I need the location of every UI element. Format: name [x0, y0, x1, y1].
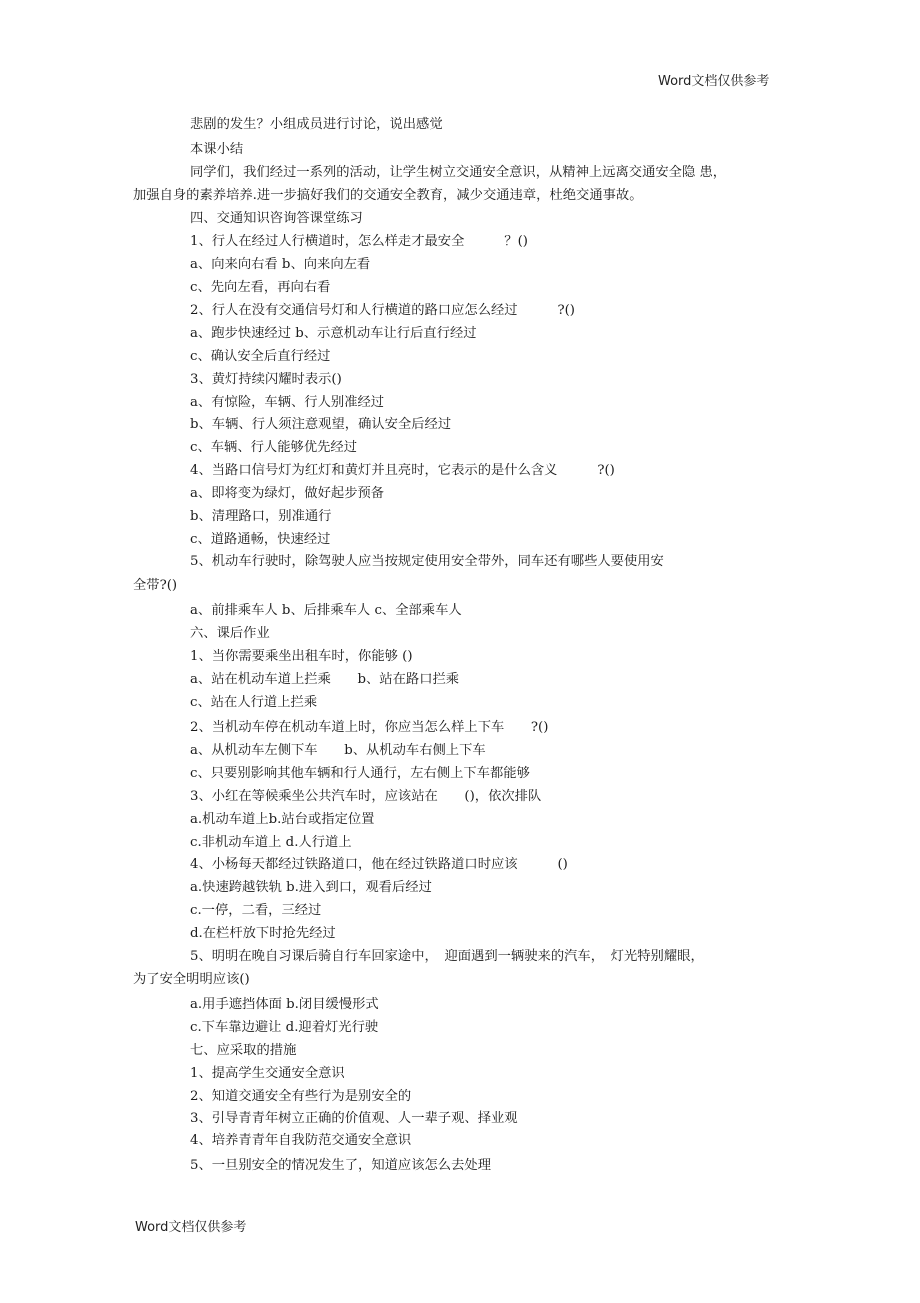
option-line: a.用手遮挡体面 b.闭目缓慢形式 — [190, 997, 379, 1012]
list-item: 3、引导青青年树立正确的价值观、人一辈子观、择业观 — [190, 1111, 518, 1126]
page-footer: Word文档仅供参考 — [135, 1220, 247, 1235]
option-line: a、从机动车左侧下车 b、从机动车右侧上下车 — [190, 743, 486, 758]
option-line: b、清理路口，别准通行 — [190, 509, 332, 524]
question-line: 5、明明在晚自习课后骑自行车回家途中， 迎面遇到一辆驶来的汽车， 灯光特别耀眼， — [190, 949, 704, 964]
option-line: d.在栏杆放下时抢先经过 — [190, 926, 336, 941]
option-line: c、确认安全后直行经过 — [190, 349, 331, 364]
list-item: 1、提高学生交通安全意识 — [190, 1066, 345, 1081]
question-line: 3、小红在等候乘坐公共汽车时，应该站在 ()，依次排队 — [190, 789, 542, 804]
option-line: c、先向左看，再向右看 — [190, 280, 331, 295]
text-line: 悲剧的发生？小组成员进行讨论，说出感觉 — [190, 117, 443, 132]
question-line: 1、行人在经过人行横道时，怎么样走才最安全 ？() — [190, 234, 528, 249]
section-heading: 七、应采取的措施 — [190, 1043, 297, 1058]
option-line: a、前排乘车人 b、后排乘车人 c、全部乘车人 — [190, 603, 462, 618]
option-line: c、道路通畅，快速经过 — [190, 532, 331, 547]
text-line: 同学们，我们经过一系列的活动，让学生树立交通安全意识，从精神上远离交通安全隐 患， — [190, 165, 727, 180]
section-heading: 本课小结 — [190, 142, 244, 157]
option-line: c.非机动车道上 d.人行道上 — [190, 835, 352, 850]
question-line: 5、机动车行驶时，除驾驶人应当按规定使用安全带外，同车还有哪些人要使用安 — [190, 554, 664, 569]
list-item: 2、知道交通安全有些行为是别安全的 — [190, 1089, 412, 1104]
section-heading: 四、交通知识咨询答课堂练习 — [190, 211, 363, 226]
question-line: 3、黄灯持续闪耀时表示() — [190, 372, 342, 387]
option-line: a、向来向右看 b、向来向左看 — [190, 257, 371, 272]
section-heading: 六、课后作业 — [190, 626, 270, 641]
question-line: 2、当机动车停在机动车道上时，你应当怎么样上下车 ?() — [190, 720, 549, 735]
text-line: 加强自身的素养培养.进一步搞好我们的交通安全教育，减少交通违章，杜绝交通事故。 — [133, 188, 643, 203]
option-line: c、站在人行道上拦乘 — [190, 695, 318, 710]
question-line: 4、小杨每天都经过铁路道口，他在经过铁路道口时应该 () — [190, 857, 568, 872]
list-item: 5、一旦别安全的情况发生了，知道应该怎么去处理 — [190, 1158, 491, 1173]
option-line: c.一停，二看，三经过 — [190, 903, 322, 918]
option-line: a、即将变为绿灯，做好起步预备 — [190, 486, 385, 501]
option-line: a.快速跨越铁轨 b.进入到口，观看后经过 — [190, 880, 432, 895]
page-header: Word文档仅供参考 — [658, 74, 770, 89]
option-line: a、跑步快速经过 b、示意机动车让行后直行经过 — [190, 326, 477, 341]
option-line: a.机动车道上b.站台或指定位置 — [190, 812, 375, 827]
option-line: c、车辆、行人能够优先经过 — [190, 440, 358, 455]
option-line: b、车辆、行人须注意观望，确认安全后经过 — [190, 417, 452, 432]
list-item: 4、培养青青年自我防范交通安全意识 — [190, 1133, 412, 1148]
question-line: 4、当路口信号灯为红灯和黄灯并且亮时，它表示的是什么含义 ?() — [190, 463, 615, 478]
option-line: c、只要别影响其他车辆和行人通行，左右侧上下车都能够 — [190, 766, 530, 781]
option-line: a、站在机动车道上拦乘 b、站在路口拦乘 — [190, 672, 460, 687]
option-line: a、有惊险，车辆、行人别准经过 — [190, 395, 385, 410]
option-line: c.下车靠边避让 d.迎着灯光行驶 — [190, 1020, 379, 1035]
question-line: 全带?() — [133, 578, 178, 593]
question-line: 为了安全明明应该() — [133, 972, 250, 987]
question-line: 1、当你需要乘坐出租车时，你能够 () — [190, 649, 413, 664]
question-line: 2、行人在没有交通信号灯和人行横道的路口应怎么经过 ?() — [190, 303, 575, 318]
